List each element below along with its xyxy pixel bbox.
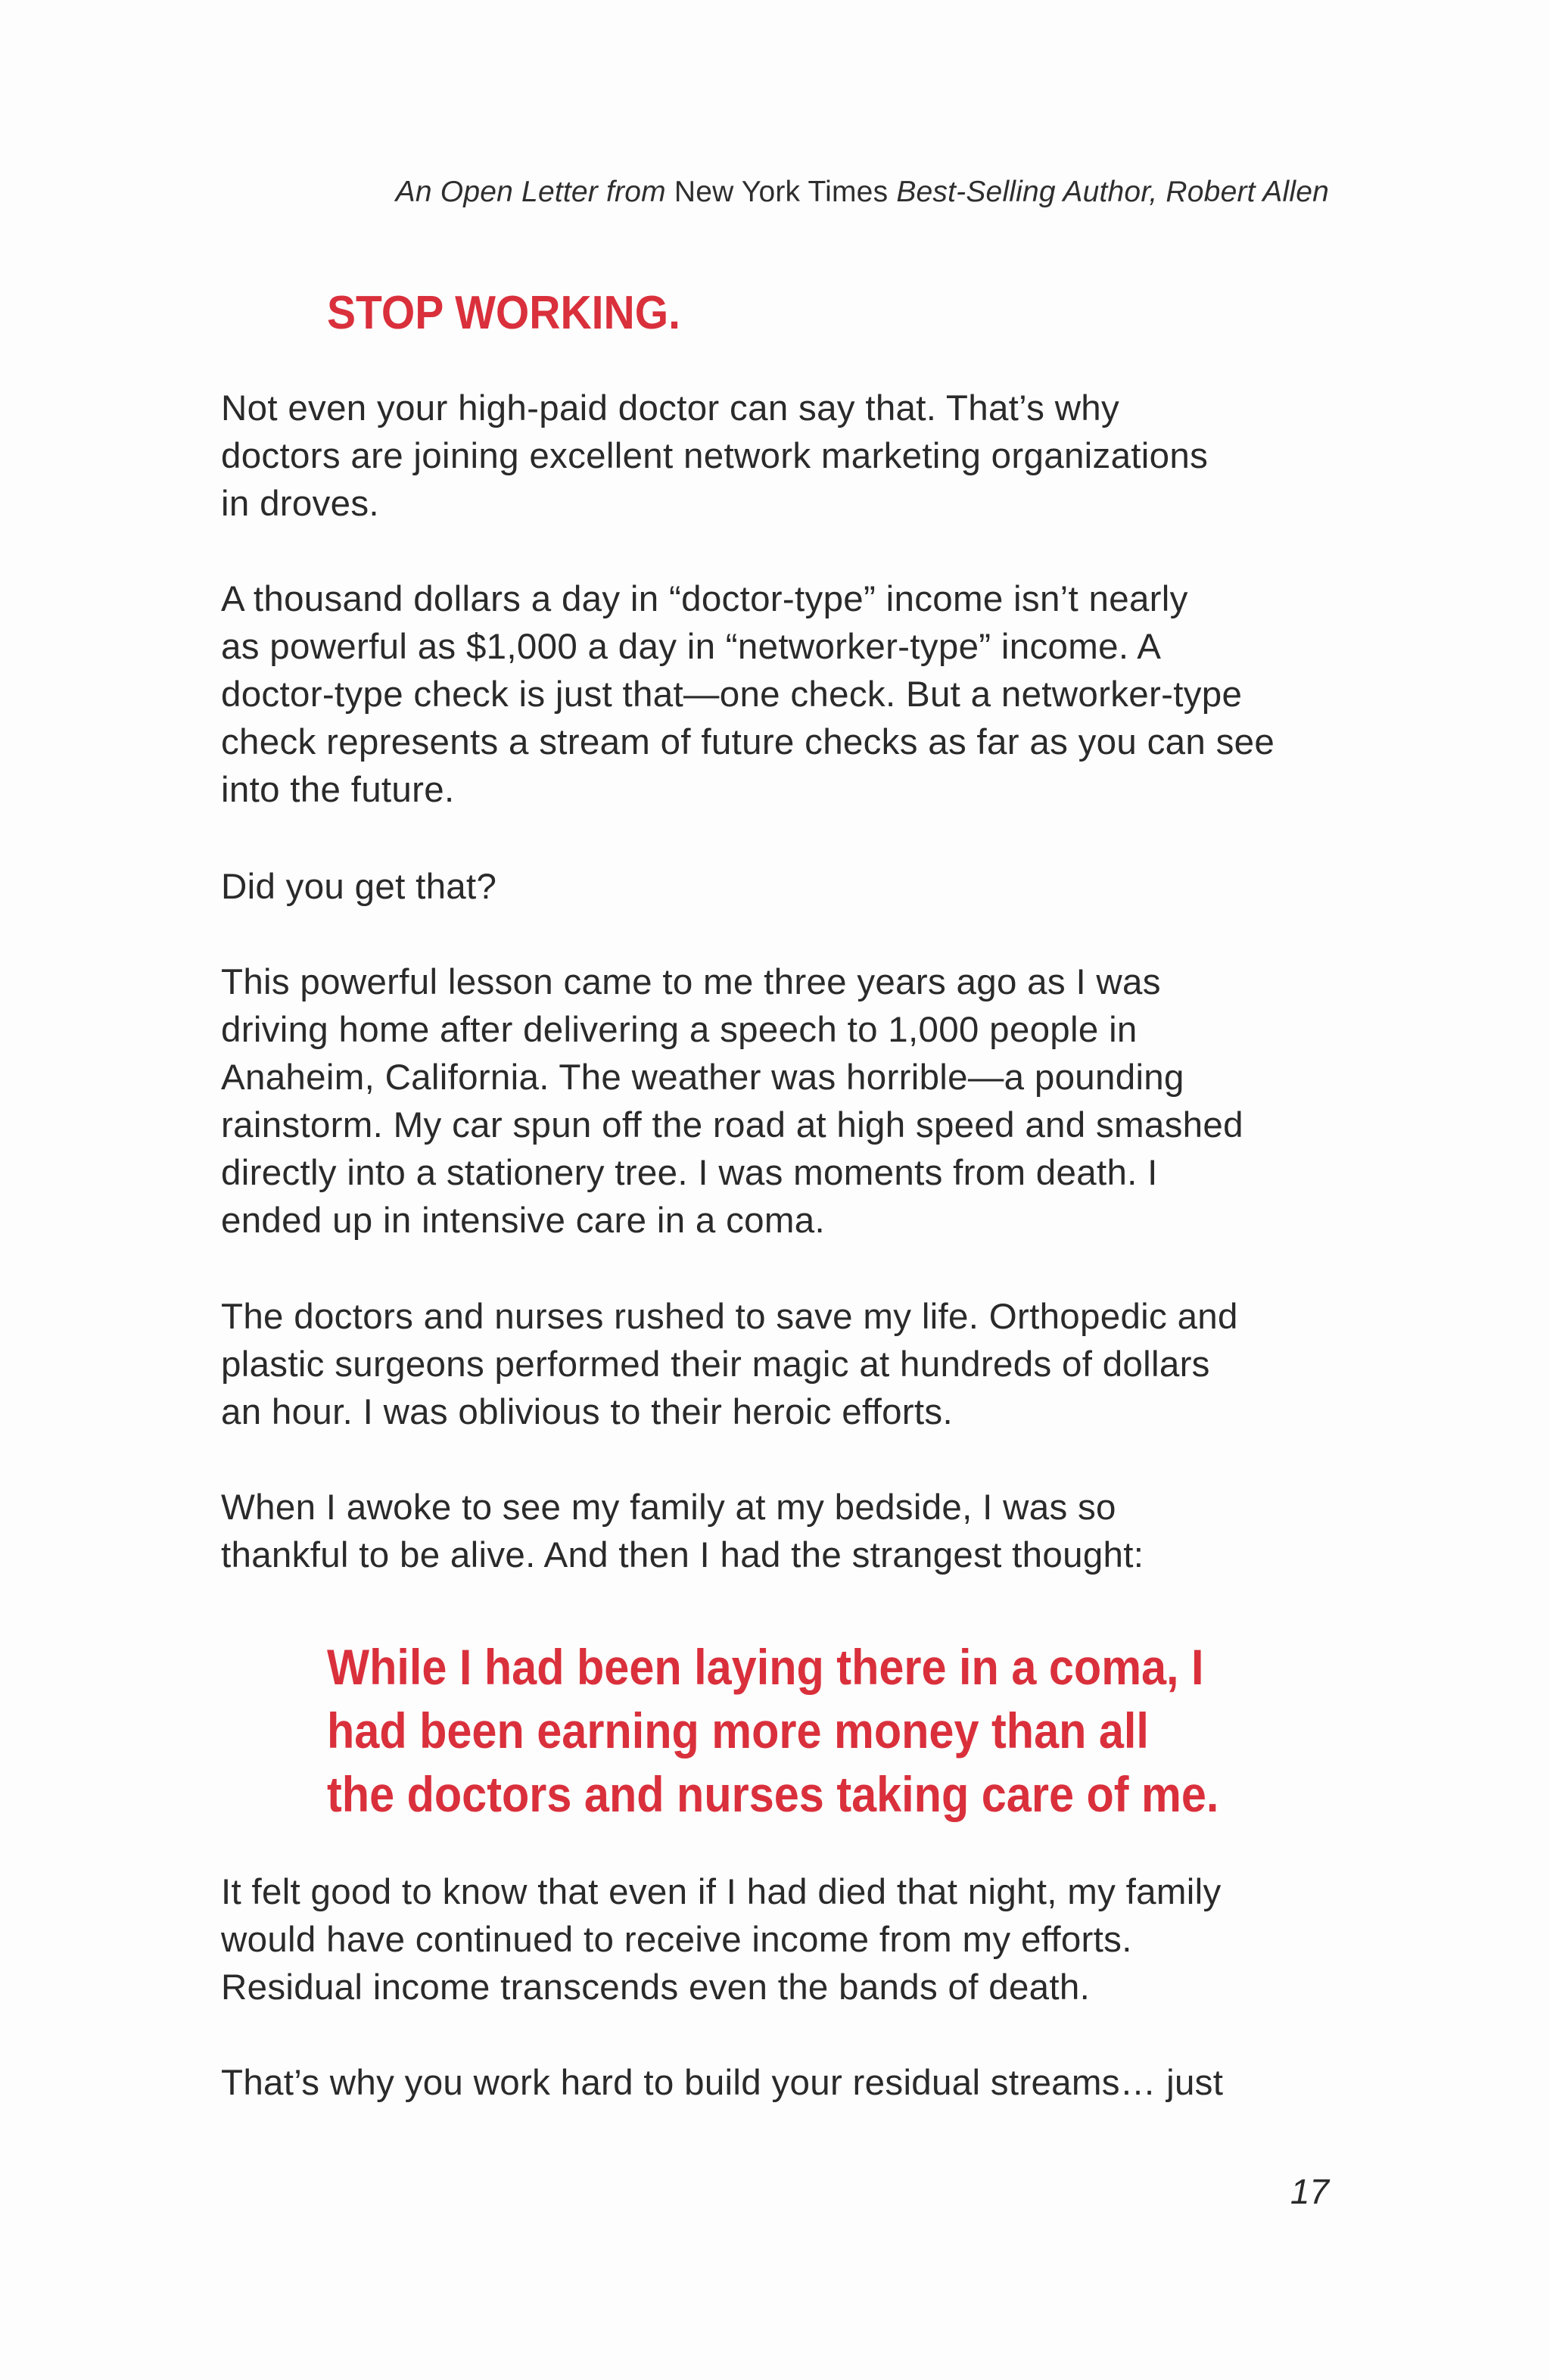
text-line: That’s why you work hard to build your residual streams… just bbox=[221, 2063, 1224, 2103]
text-line: This powerful lesson came to me three years ago as I was bbox=[221, 962, 1161, 1002]
text-line: Did you get that? bbox=[221, 867, 497, 907]
text-line: would have continued to receive income from my efforts. bbox=[221, 1920, 1132, 1960]
header-publication: New York Times bbox=[674, 176, 889, 208]
text-line: rainstorm. My car spun off the road at high speed and smashed bbox=[221, 1105, 1243, 1145]
pull-quote-line: While I had been laying there in a coma, I bbox=[327, 1639, 1204, 1695]
text-line: ended up in intensive care in a coma. bbox=[221, 1201, 825, 1241]
pull-quote bbox=[327, 1635, 1219, 1826]
text-line: directly into a stationery tree. I was moments from death. I bbox=[221, 1153, 1158, 1193]
page-number: 17 bbox=[1290, 2172, 1329, 2211]
pull-quote-line: the doctors and nurses taking care of me. bbox=[327, 1766, 1219, 1822]
text-line: The doctors and nurses rushed to save my life. Orthopedic and bbox=[221, 1297, 1238, 1337]
paragraph bbox=[221, 1293, 1341, 1436]
text-line: driving home after delivering a speech to 1,000 people in bbox=[221, 1010, 1138, 1050]
text-line: A thousand dollars a day in “doctor-type” income isn’t nearly bbox=[221, 579, 1188, 619]
text-line: an hour. I was oblivious to their heroic efforts. bbox=[221, 1392, 953, 1432]
text-line: When I awoke to see my family at my bedside, I was so bbox=[221, 1488, 1116, 1528]
text-line: Not even your high-paid doctor can say that. That’s why bbox=[221, 388, 1120, 428]
text-line: into the future. bbox=[221, 770, 455, 810]
text-line: Anaheim, California. The weather was horrible—a pounding bbox=[221, 1058, 1184, 1098]
headline: STOP WORKING. bbox=[327, 287, 680, 339]
text-line: plastic surgeons performed their magic at hundreds of dollars bbox=[221, 1344, 1210, 1385]
text-line: Residual income transcends even the bands of death. bbox=[221, 1967, 1091, 2008]
text-line: doctors are joining excellent network marketing organizations bbox=[221, 436, 1209, 476]
paragraph bbox=[221, 575, 1341, 814]
paragraph bbox=[221, 1868, 1341, 2011]
text-line: check represents a stream of future checks as far as you can see bbox=[221, 722, 1275, 762]
text-line: in droves. bbox=[221, 484, 379, 524]
text-line: doctor-type check is just that—one check. But a networker-type bbox=[221, 674, 1243, 715]
text-line: It felt good to know that even if I had died that night, my family bbox=[221, 1872, 1222, 1912]
text-line: as powerful as $1,000 a day in “networker-type” income. A bbox=[221, 627, 1162, 667]
running-header bbox=[396, 176, 1329, 209]
paragraph bbox=[221, 863, 1341, 911]
header-prefix: An Open Letter from bbox=[395, 176, 674, 208]
text-line: thankful to be alive. And then I had the strangest thought: bbox=[221, 1535, 1144, 1575]
header-suffix: Best-Selling Author, Robert Allen bbox=[888, 176, 1329, 208]
paragraph bbox=[221, 385, 1341, 528]
paragraph bbox=[221, 1484, 1341, 1579]
paragraph bbox=[221, 2059, 1341, 2107]
paragraph bbox=[221, 958, 1341, 1245]
pull-quote-line: had been earning more money than all bbox=[327, 1702, 1149, 1759]
